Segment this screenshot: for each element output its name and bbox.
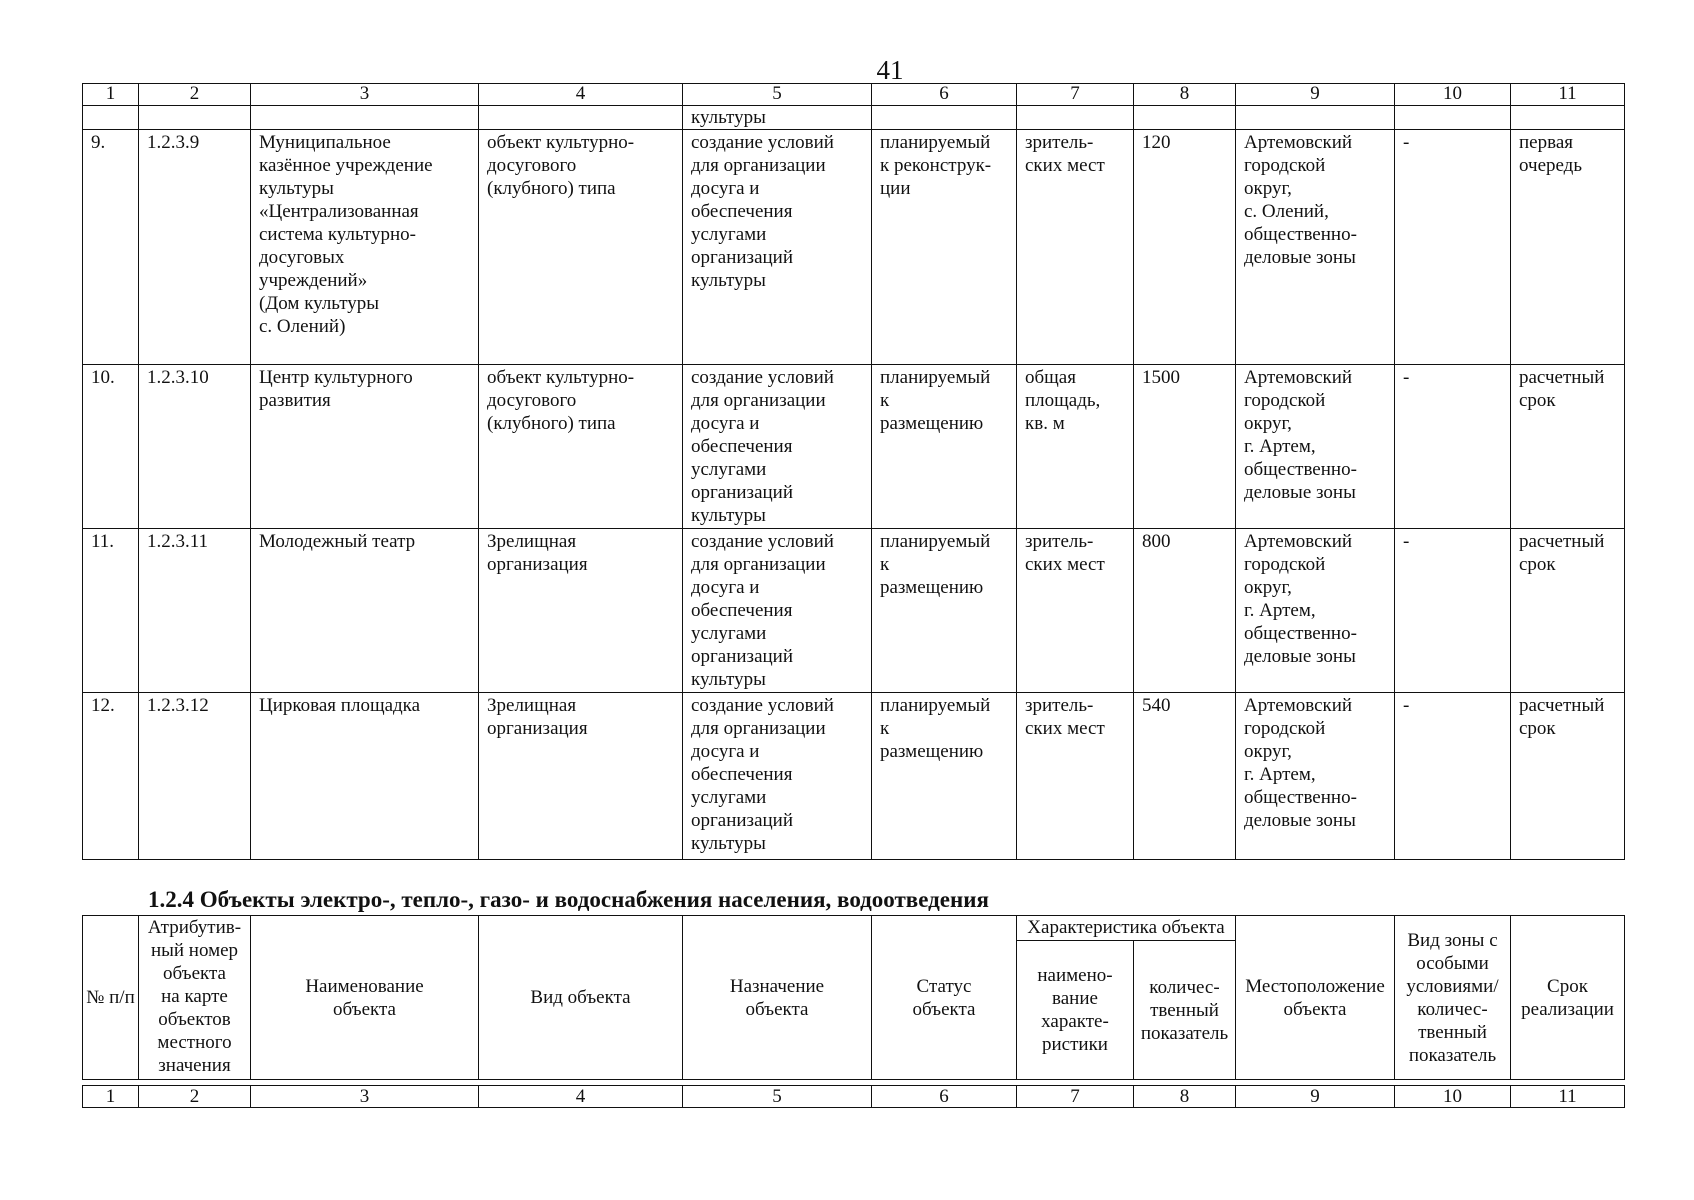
section-table (82, 915, 1625, 1108)
object-status: планируемый к размещению (880, 367, 991, 434)
characteristic-name: зритель- ских мест (1025, 695, 1105, 739)
object-kind: объект культурно- досугового (клубного) типа (487, 132, 635, 199)
object-name: Цирковая площадка (259, 695, 421, 716)
column-number: 6 (872, 84, 1017, 106)
zone-type: - (1403, 132, 1410, 153)
object-status: планируемый к реконструк- ции (880, 132, 992, 199)
object-name: Центр культурного развития (259, 367, 413, 411)
row-code: 1.2.3.12 (147, 695, 209, 716)
row-number: 10. (91, 367, 115, 388)
column-number: 1 (83, 1086, 139, 1108)
object-kind: Зрелищная организация (487, 695, 588, 739)
column-number-row (83, 1086, 1625, 1108)
characteristic-value: 1500 (1142, 367, 1180, 388)
column-number: 9 (1236, 1086, 1395, 1108)
column-number: 7 (1017, 1086, 1134, 1108)
row-number: 9. (91, 132, 106, 153)
row-number: 12. (91, 695, 115, 716)
object-name: Муниципальное казённое учреждение культуры «Централизованная система культурно- досуговых учреждений» (Дом культуры с. Олений) (259, 132, 433, 337)
column-number: 2 (139, 1086, 251, 1108)
column-number: 6 (872, 1086, 1017, 1108)
row-code: 1.2.3.9 (147, 132, 200, 153)
column-number: 8 (1134, 84, 1236, 106)
header-characteristic-value: количес- твенный показатель (1140, 976, 1229, 1044)
row-code: 1.2.3.11 (147, 531, 209, 552)
continuation-text: культуры (683, 106, 872, 130)
zone-type: - (1403, 367, 1410, 388)
header-characteristic-name: наимено- вание характе- ристики (1037, 965, 1113, 1055)
column-number: 7 (1017, 84, 1134, 106)
object-location: Артемовский городской округ, г. Артем, общественно- деловые зоны (1244, 367, 1357, 503)
column-number: 1 (83, 84, 139, 106)
column-number: 2 (139, 84, 251, 106)
table-row (83, 130, 1625, 365)
header-location: Местоположение объекта (1245, 975, 1385, 1020)
column-number: 8 (1134, 1086, 1236, 1108)
object-kind: объект культурно- досугового (клубного) типа (487, 367, 635, 434)
zone-type: - (1403, 531, 1410, 552)
column-number: 10 (1395, 1086, 1511, 1108)
object-status: планируемый к размещению (880, 695, 991, 762)
column-number: 11 (1511, 84, 1625, 106)
column-number-row (83, 84, 1625, 106)
implementation-term: расчетный срок (1519, 367, 1605, 411)
object-purpose: создание условий для организации досуга и обеспечения услугами организаций культуры (691, 367, 834, 526)
column-number: 10 (1395, 84, 1511, 106)
header-characteristic: Характеристика объекта (1027, 917, 1225, 938)
object-name: Молодежный театр (259, 531, 416, 552)
header-kind: Вид объекта (530, 987, 631, 1008)
header-purpose: Назначение объекта (729, 975, 825, 1020)
column-number: 9 (1236, 84, 1395, 106)
header-number: № п/п (86, 987, 135, 1008)
characteristic-value: 800 (1142, 531, 1171, 552)
object-purpose: создание условий для организации досуга и обеспечения услугами организаций культуры (691, 132, 834, 291)
column-number: 4 (479, 1086, 683, 1108)
continuation-row (83, 106, 1625, 130)
object-location: Артемовский городской округ, г. Артем, общественно- деловые зоны (1244, 531, 1357, 667)
zone-type: - (1403, 695, 1410, 716)
column-number: 3 (251, 1086, 479, 1108)
characteristic-name: зритель- ских мест (1025, 531, 1105, 575)
section-heading: 1.2.4 Объекты электро-, тепло-, газо- и водоснабжения населения, водоотведения (148, 887, 989, 912)
object-location: Артемовский городской округ, с. Олений, общественно- деловые зоны (1244, 132, 1357, 268)
row-code: 1.2.3.10 (147, 367, 209, 388)
column-number: 4 (479, 84, 683, 106)
page-number: 41 (876, 55, 904, 85)
implementation-term: расчетный срок (1519, 695, 1605, 739)
header-name: Наименование объекта (305, 975, 424, 1020)
header-zone: Вид зоны с особыми условиями/ количес- твенный показатель (1406, 929, 1499, 1066)
object-status: планируемый к размещению (880, 531, 991, 598)
table-row (83, 529, 1625, 693)
characteristic-value: 120 (1142, 132, 1171, 153)
table-row (83, 693, 1625, 860)
column-number: 11 (1511, 1086, 1625, 1108)
characteristic-name: общая площадь, кв. м (1025, 367, 1101, 434)
implementation-term: первая очередь (1519, 132, 1583, 176)
objects-table (82, 83, 1625, 860)
column-number: 3 (251, 84, 479, 106)
row-number: 11. (91, 531, 115, 552)
column-number: 5 (683, 1086, 872, 1108)
column-number: 5 (683, 84, 872, 106)
object-purpose: создание условий для организации досуга и обеспечения услугами организаций культуры (691, 695, 834, 854)
characteristic-value: 540 (1142, 695, 1171, 716)
header-term: Срок реализации (1521, 975, 1614, 1020)
header-status: Статус объекта (912, 975, 976, 1020)
header-row (83, 916, 1625, 941)
table-row (83, 365, 1625, 529)
header-attribute-number: Атрибутив- ный номер объекта на карте объектов местного значения (147, 917, 242, 1076)
object-purpose: создание условий для организации досуга и обеспечения услугами организаций культуры (691, 531, 834, 690)
implementation-term: расчетный срок (1519, 531, 1605, 575)
characteristic-name: зритель- ских мест (1025, 132, 1105, 176)
object-location: Артемовский городской округ, г. Артем, общественно- деловые зоны (1244, 695, 1357, 831)
object-kind: Зрелищная организация (487, 531, 588, 575)
